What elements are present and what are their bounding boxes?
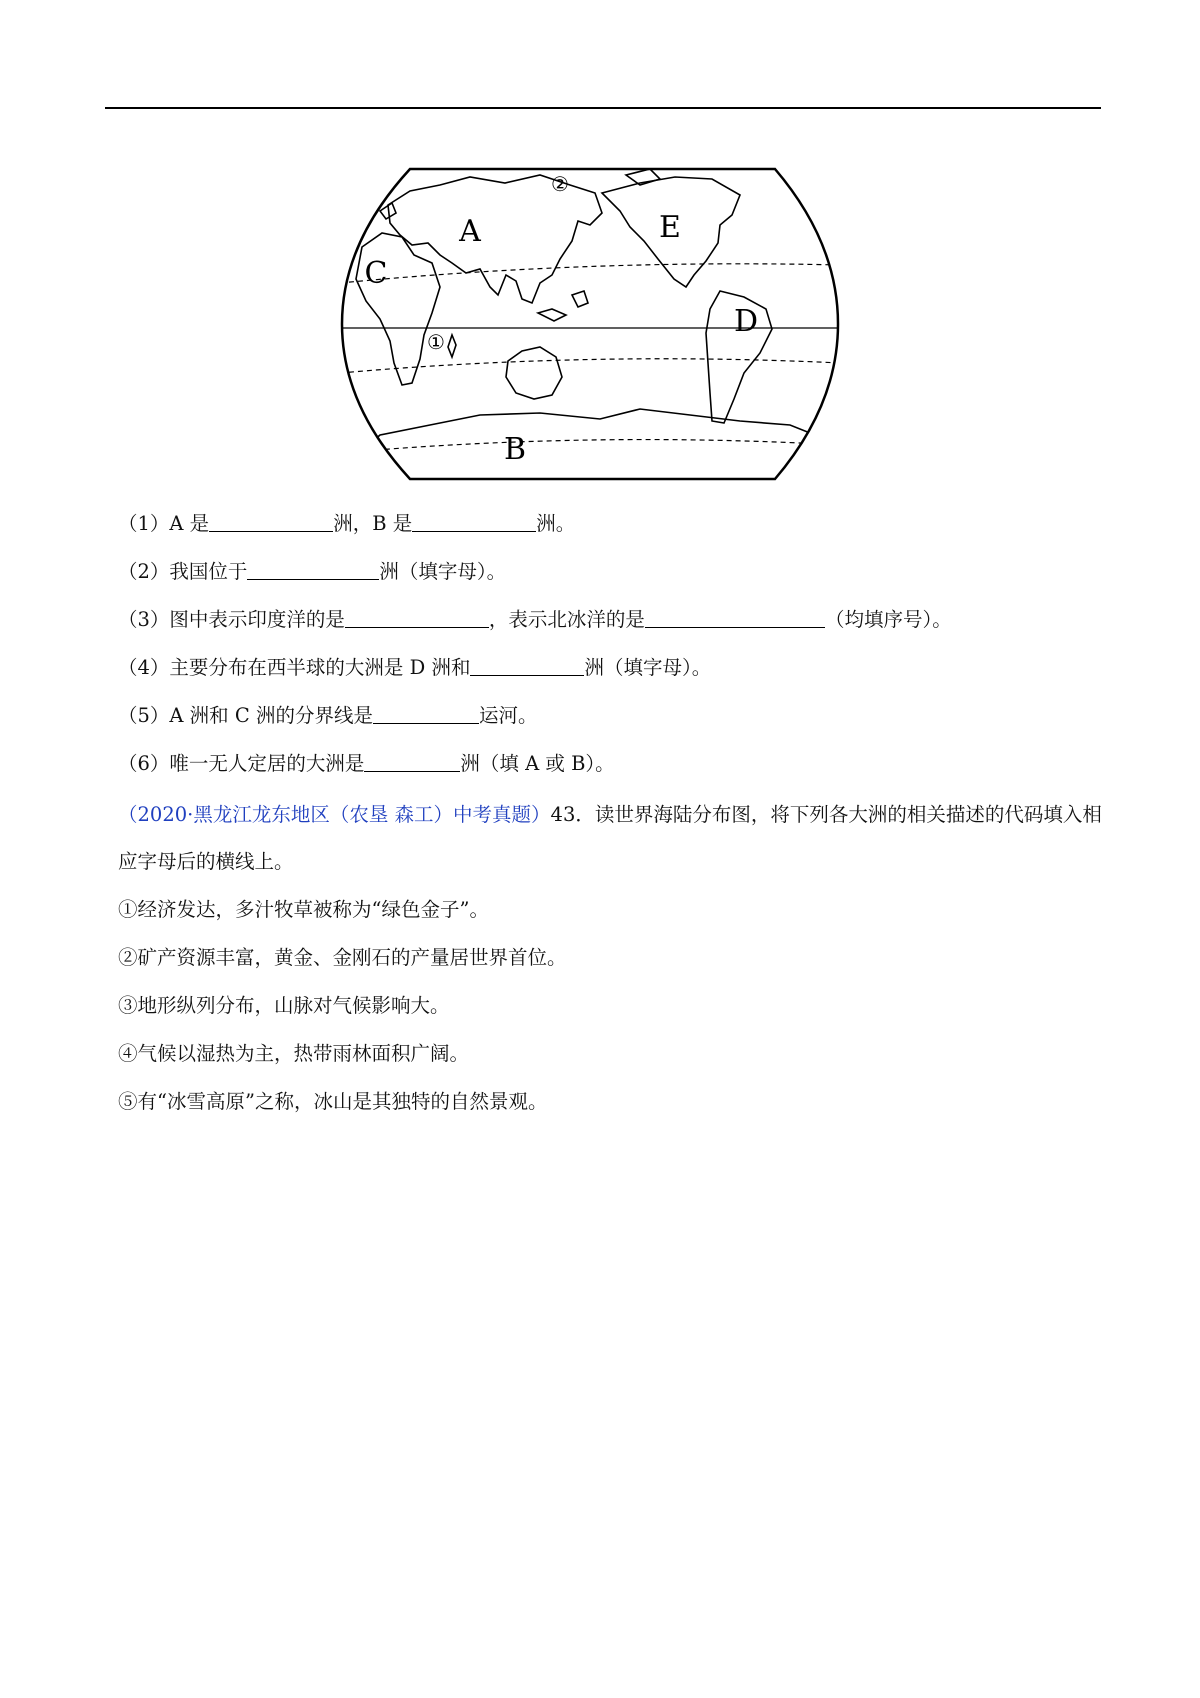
answer-blank[interactable]: [345, 607, 489, 628]
question-5: （5）A 洲和 C 洲的分界线是 运河。: [118, 704, 538, 727]
answer-blank[interactable]: [470, 655, 584, 676]
answer-blank[interactable]: [373, 703, 479, 724]
header-rule: [105, 107, 1101, 109]
question-6: （6）唯一无人定居的大洲是 洲（填 A 或 B）。: [118, 752, 615, 775]
map-frame: [342, 169, 838, 479]
problem-source: （2020·黑龙江龙东地区（农垦 森工）中考真题）: [118, 803, 551, 826]
question-4: （4）主要分布在西半球的大洲是 D 洲和 洲（填字母）。: [118, 656, 712, 679]
answer-blank[interactable]: [412, 511, 536, 532]
map-label-a: A: [459, 214, 481, 249]
map-label-b: B: [503, 432, 527, 467]
map-label-ocean-1: ①: [427, 330, 445, 354]
map-label-d: D: [733, 304, 759, 339]
map-label-c: C: [364, 256, 388, 291]
answer-blank[interactable]: [209, 511, 333, 532]
description-3: ③地形纵列分布，山脉对气候影响大。: [118, 994, 450, 1017]
map-label-e: E: [659, 210, 681, 245]
map-label-ocean-2: ②: [551, 172, 569, 196]
description-1: ①经济发达，多汁牧草被称为“绿色金子”。: [118, 898, 489, 921]
question-1: （1）A 是 洲，B 是 洲。: [118, 512, 576, 535]
description-4: ④气候以湿热为主，热带雨林面积广阔。: [118, 1042, 470, 1065]
description-5: ⑤有“冰雪高原”之称，冰山是其独特的自然景观。: [118, 1090, 548, 1113]
world-map: [340, 163, 840, 485]
answer-blank[interactable]: [364, 751, 460, 772]
answer-blank[interactable]: [247, 559, 379, 580]
problem-43-stem: （2020·黑龙江龙东地区（农垦 森工）中考真题）43．读世界海陆分布图，将下列各大洲的相关描述的代码填入相应字母后的横线上。: [118, 803, 1102, 873]
description-2: ②矿产资源丰富，黄金、金刚石的产量居世界首位。: [118, 946, 567, 969]
question-2: （2）我国位于 洲（填字母）。: [118, 560, 507, 583]
question-3: （3）图中表示印度洋的是 ，表示北冰洋的是 （均填序号）。: [118, 608, 952, 631]
answer-blank[interactable]: [645, 607, 825, 628]
